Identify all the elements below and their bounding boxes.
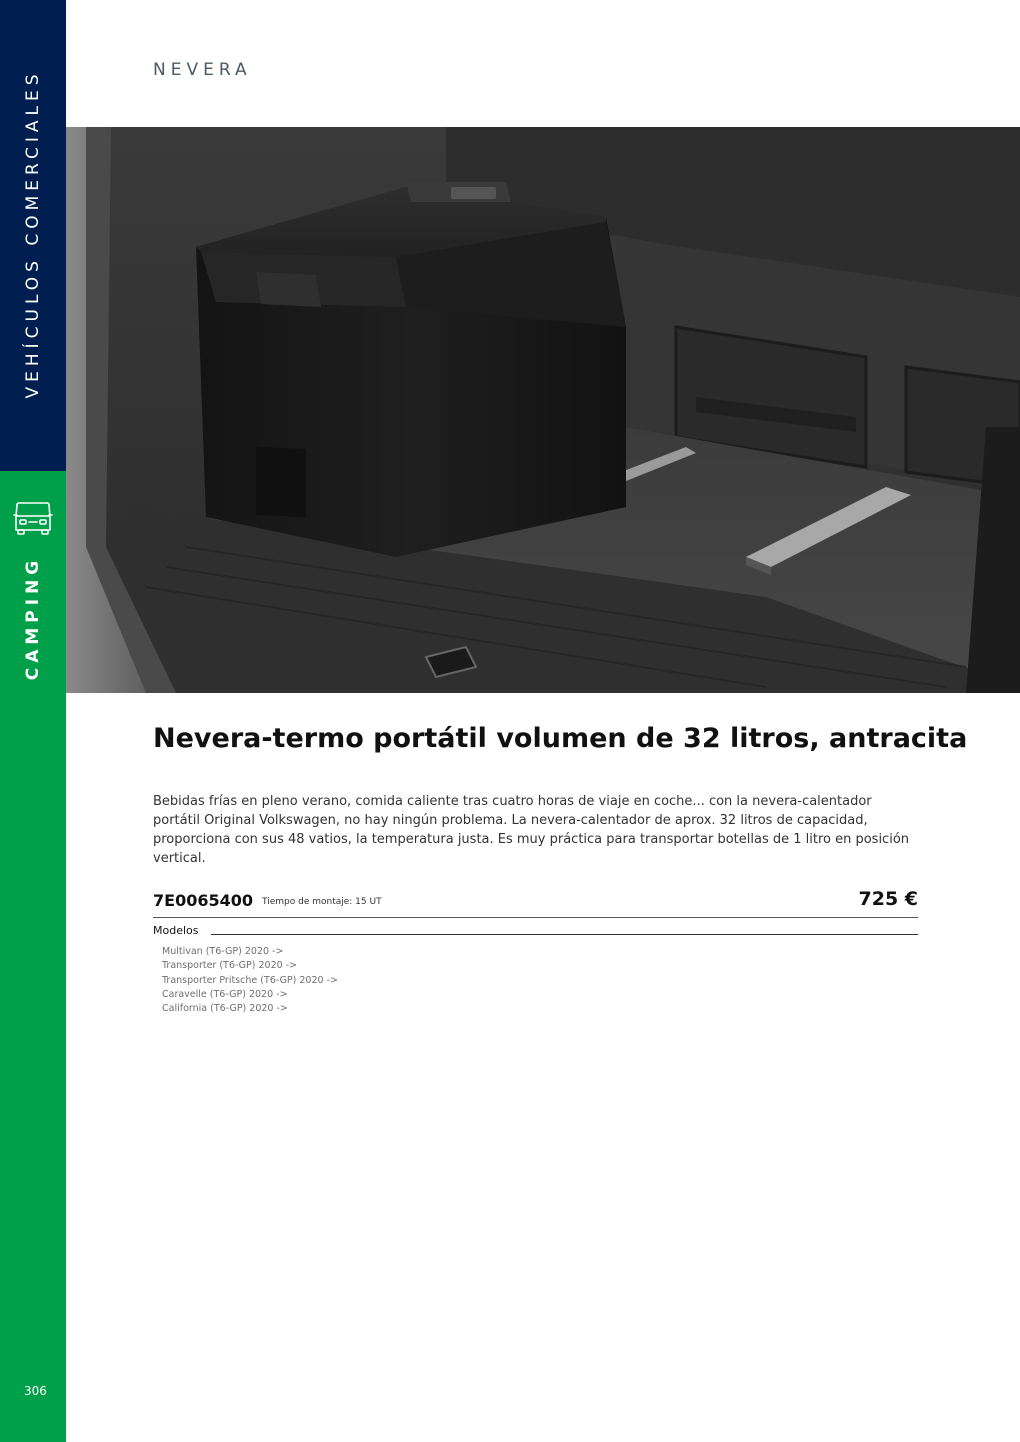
product-code-row — [153, 888, 918, 918]
models-list — [162, 945, 338, 1016]
product-photo — [66, 127, 1020, 693]
van-icon — [12, 497, 54, 539]
mounting-time: Tiempo de montaje: 15 UT — [262, 897, 382, 907]
page-number: 306 — [24, 1384, 47, 1398]
list-item: California (T6-GP) 2020 -> — [162, 1003, 288, 1015]
section-header: NEVERA — [153, 60, 252, 80]
models-header — [153, 924, 918, 938]
cooler-image — [66, 127, 1020, 693]
sidebar-section-label: CAMPING — [23, 555, 43, 681]
list-item: Multivan (T6-GP) 2020 -> — [162, 946, 284, 957]
product-description: Bebidas frías en pleno verano, comida caliente tras cuatro horas de viaje en coche... con la nevera-calentador portátil Original Volkswagen, no hay ningún problema. La nevera-calentador de aprox. 32 litros de capacidad, proporciona con sus 48 vatios, la temperatura justa. Es muy práctica para transportar botellas de 1 litro en posición vertical. — [153, 794, 910, 866]
sidebar-category-label: VEHÍCULOS COMERCIALES — [23, 69, 43, 399]
models-divider — [211, 934, 918, 935]
product-title: Nevera-termo portátil volumen de 32 litros, antracita — [153, 723, 968, 754]
list-item: Transporter (T6-GP) 2020 -> — [162, 960, 298, 972]
list-item: Caravelle (T6-GP) 2020 -> — [162, 988, 288, 1000]
product-price: 725 € — [858, 888, 918, 910]
models-label: Modelos — [153, 924, 207, 937]
product-code: 7E0065400 — [153, 891, 253, 910]
list-item: Transporter Pritsche (T6-GP) 2020 -> — [162, 974, 338, 986]
